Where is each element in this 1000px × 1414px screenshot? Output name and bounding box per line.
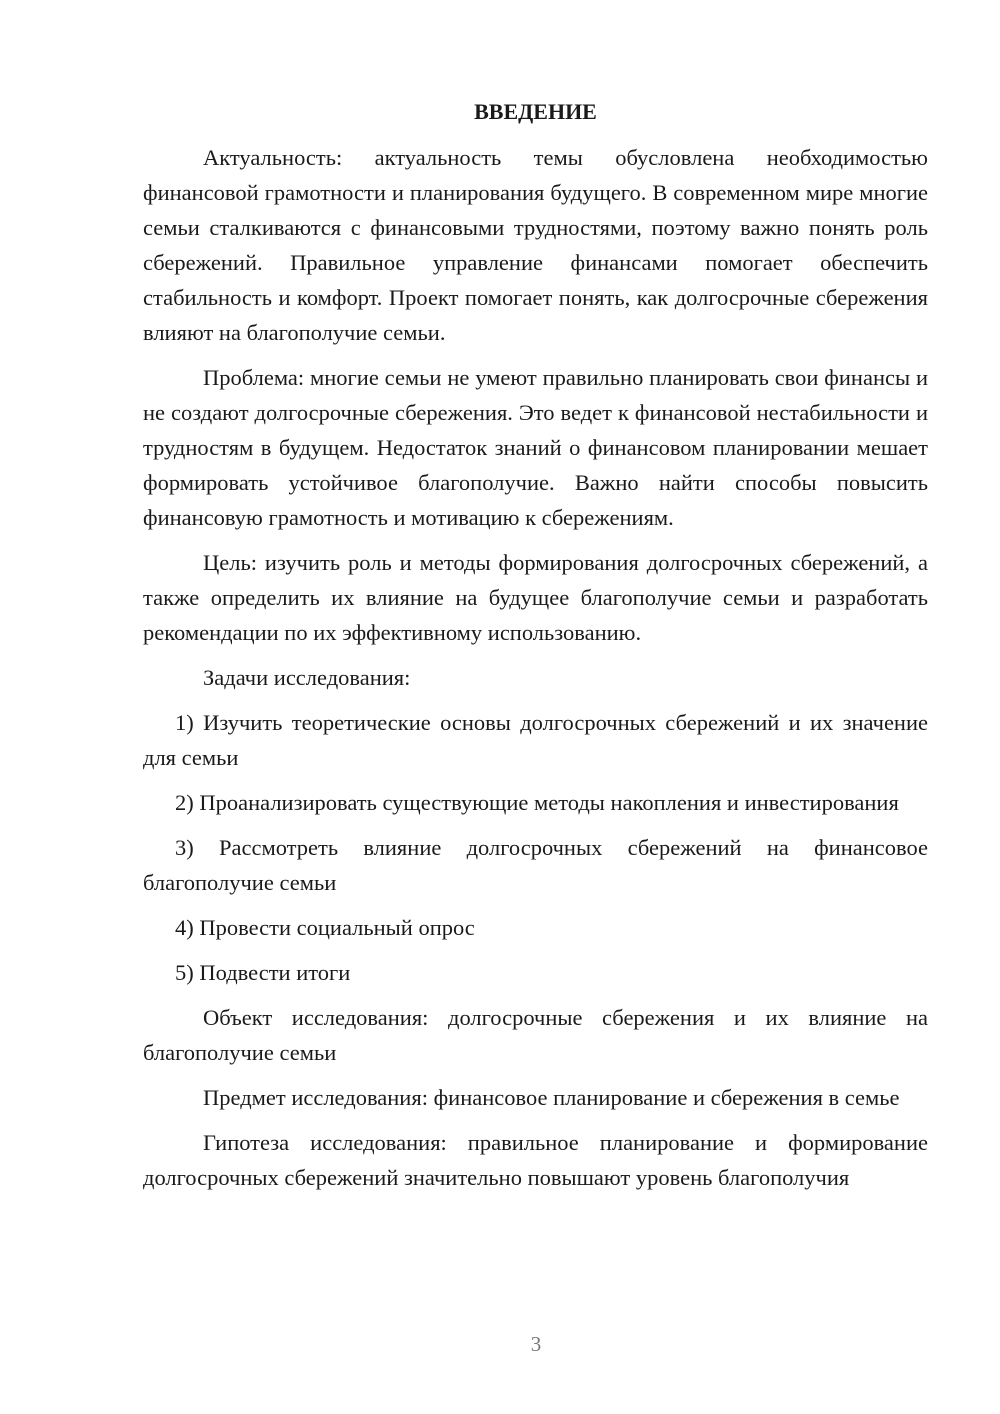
task-item: 3) Рассмотреть влияние долгосрочных сбережений на финансовое благополучие семьи — [143, 835, 928, 895]
tasks-heading: Задачи исследования: — [203, 665, 411, 690]
page-body — [143, 94, 928, 1205]
task-item: 4) Провести социальный опрос — [175, 915, 475, 940]
object-paragraph: Объект исследования: долгосрочные сбережения и их влияние на благополучие семьи — [143, 1005, 928, 1065]
subject-paragraph: Предмет исследования: финансовое планирование и сбережения в семье — [203, 1085, 900, 1110]
task-item: 5) Подвести итоги — [175, 960, 351, 985]
problem-paragraph: Проблема: многие семьи не умеют правильно планировать свои финансы и не создают долгосрочные сбережения. Это ведет к финансовой нестабильности и трудностям в будущем. Недостаток знаний о финансовом планировании мешает формировать устойчивое благополучие. Важно найти способы повысить финансовую грамотность и мотивацию к сбережениям. — [143, 365, 928, 530]
task-item: 2) Проанализировать существующие методы накопления и инвестирования — [175, 790, 899, 815]
goal-paragraph: Цель: изучить роль и методы формирования долгосрочных сбережений, а также определить их влияние на будущее благополучие семьи и разработать рекомендации по их эффективному использованию. — [143, 550, 928, 645]
page-title: ВВЕДЕНИЕ — [474, 99, 597, 124]
hypothesis-paragraph: Гипотеза исследования: правильное планирование и формирование долгосрочных сбережений значительно повышают уровень благополучия — [143, 1130, 928, 1190]
task-item: 1) Изучить теоретические основы долгосрочных сбережений и их значение для семьи — [143, 710, 928, 770]
relevance-paragraph: Актуальность: актуальность темы обусловлена необходимостью финансовой грамотности и планирования будущего. В современном мире многие семьи сталкиваются с финансовыми трудностями, поэтому важно понять роль сбережений. Правильное управление финансами помогает обеспечить стабильность и комфорт. Проект помогает понять, как долгосрочные сбережения влияют на благополучие семьи. — [143, 145, 928, 345]
page-number: 3 — [530, 1332, 542, 1356]
